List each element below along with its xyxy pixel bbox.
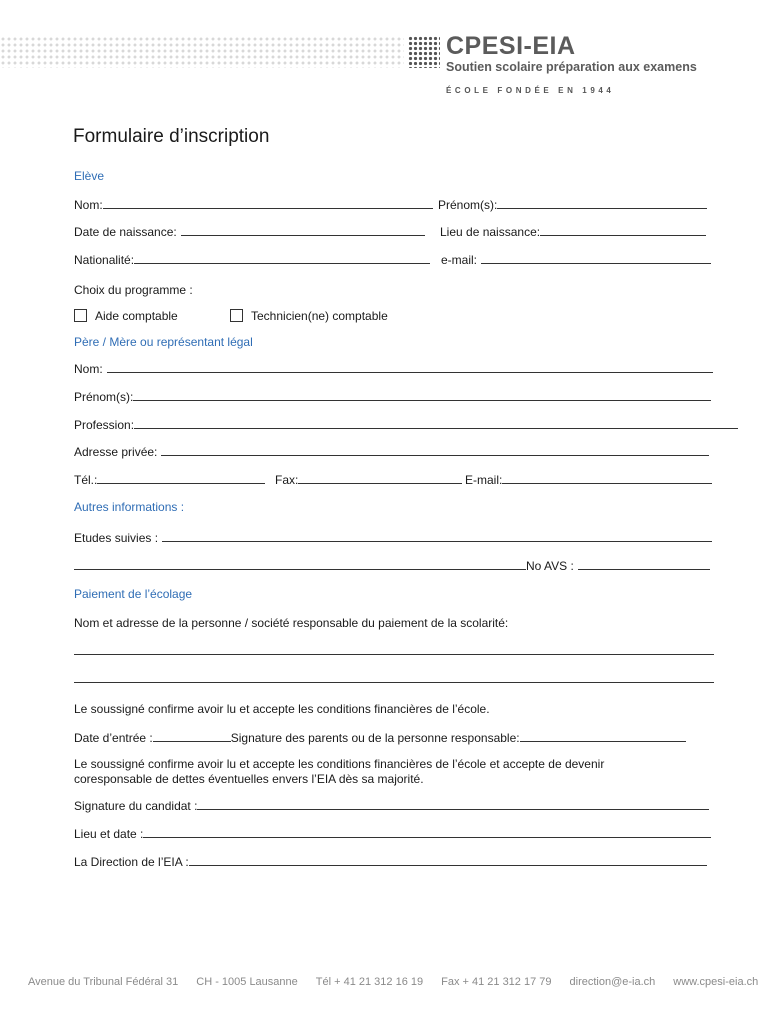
avs-field[interactable]: [578, 559, 710, 570]
program-choice-label: Choix du programme :: [74, 283, 193, 297]
student-dob-row[interactable]: [74, 225, 425, 239]
studies-continued-row[interactable]: [74, 559, 710, 573]
parent-nom-label: Nom:: [74, 362, 103, 376]
student-nationality-row[interactable]: [74, 253, 430, 267]
option-aide-comptable[interactable]: [74, 309, 178, 323]
footer-fax: Fax + 41 21 312 17 79: [441, 976, 552, 988]
student-nom-field[interactable]: [103, 198, 433, 209]
parent-fax-label: Fax:: [275, 473, 299, 487]
studies-row[interactable]: [74, 531, 712, 545]
entry-date-label: Date d’entrée :: [74, 731, 153, 745]
place-date-row[interactable]: [74, 827, 711, 841]
payer-label: Nom et adresse de la personne / société responsable du paiement de la scolarité:: [74, 616, 509, 630]
parent-email-row[interactable]: [465, 473, 712, 487]
parent-email-label: E-mail:: [465, 473, 503, 487]
student-nationality-field[interactable]: [134, 253, 430, 264]
confirm-financial-text: Le soussigné confirme avoir lu et accepte les conditions financières de l’école.: [74, 702, 490, 716]
parent-profession-label: Profession:: [74, 418, 135, 432]
footer-city: CH - 1005 Lausanne: [196, 976, 298, 988]
parent-signature-label: Signature des parents ou de la personne responsable:: [230, 731, 520, 745]
option-aide-comptable-label: Aide comptable: [95, 309, 178, 323]
confirm-coresponsible-text: Le soussigné confirme avoir lu et accepte les conditions financières de l’école et accepte de devenir coresponsable de dettes éventuelles envers l’EIA dès sa majorité.: [74, 757, 605, 786]
parent-prenom-field[interactable]: [133, 390, 711, 401]
section-other: Autres informations :: [74, 500, 185, 514]
checkbox-technicien-comptable[interactable]: [230, 309, 243, 322]
footer-email: direction@e-ia.ch: [569, 976, 656, 988]
parent-prenom-label: Prénom(s):: [74, 390, 134, 404]
place-date-field[interactable]: [143, 827, 711, 838]
parent-fax-field[interactable]: [298, 473, 462, 484]
section-student: Elève: [74, 169, 105, 183]
student-email-field[interactable]: [481, 253, 711, 264]
parent-address-row[interactable]: [74, 445, 709, 459]
logo-tagline: Soutien scolaire préparation aux examens: [446, 60, 697, 74]
checkbox-aide-comptable[interactable]: [74, 309, 87, 322]
footer-tel: Tél + 41 21 312 16 19: [315, 976, 424, 988]
student-birthplace-label: Lieu de naissance:: [440, 225, 541, 239]
student-email-row[interactable]: [441, 253, 711, 267]
parent-signature-field[interactable]: [520, 731, 686, 742]
studies-field[interactable]: [162, 531, 712, 542]
payer-field-line-1[interactable]: [74, 654, 714, 655]
footer-web: www.cpesi-eia.ch: [673, 976, 759, 988]
header-dot-pattern: [0, 36, 404, 68]
direction-row[interactable]: [74, 855, 707, 869]
student-dob-label: Date de naissance:: [74, 225, 177, 239]
parent-profession-row[interactable]: [74, 418, 738, 432]
footer-address: Avenue du Tribunal Fédéral 31: [28, 976, 179, 988]
section-parent: Père / Mère ou représentant légal: [74, 335, 253, 349]
entry-date-field[interactable]: [153, 731, 231, 742]
parent-prenom-row[interactable]: [74, 390, 711, 404]
student-birthplace-row[interactable]: [440, 225, 706, 239]
direction-label: La Direction de l’EIA :: [74, 855, 189, 869]
entry-signature-row[interactable]: [74, 731, 686, 745]
student-prenom-label: Prénom(s):: [438, 198, 498, 212]
payer-field-line-2[interactable]: [74, 682, 714, 683]
student-prenom-row[interactable]: [438, 198, 707, 212]
student-nom-label: Nom:: [74, 198, 103, 212]
parent-email-field[interactable]: [502, 473, 712, 484]
studies-continued-field[interactable]: [74, 559, 526, 570]
section-payment: Paiement de l’écolage: [74, 587, 193, 601]
parent-fax-row[interactable]: [275, 473, 462, 487]
student-email-label: e-mail:: [441, 253, 478, 267]
logo-brand: CPESI-EIA: [446, 32, 576, 60]
place-date-label: Lieu et date :: [74, 827, 144, 841]
avs-label: No AVS :: [526, 559, 574, 573]
candidate-signature-row[interactable]: [74, 799, 709, 813]
student-prenom-field[interactable]: [497, 198, 707, 209]
student-nationality-label: Nationalité:: [74, 253, 135, 267]
candidate-signature-field[interactable]: [197, 799, 709, 810]
parent-tel-row[interactable]: [74, 473, 265, 487]
student-birthplace-field[interactable]: [540, 225, 706, 236]
direction-field[interactable]: [189, 855, 707, 866]
logo-founded: ÉCOLE FONDÉE EN 1944: [446, 86, 615, 95]
student-dob-field[interactable]: [181, 225, 425, 236]
parent-profession-field[interactable]: [134, 418, 738, 429]
parent-tel-label: Tél.:: [74, 473, 98, 487]
parent-nom-row[interactable]: [74, 362, 713, 376]
logo-grid-icon: [408, 36, 440, 68]
parent-tel-field[interactable]: [97, 473, 265, 484]
parent-address-field[interactable]: [161, 445, 709, 456]
option-technicien-comptable-label: Technicien(ne) comptable: [251, 309, 388, 323]
parent-address-label: Adresse privée:: [74, 445, 158, 459]
candidate-signature-label: Signature du candidat :: [74, 799, 198, 813]
parent-nom-field[interactable]: [107, 362, 713, 373]
option-technicien-comptable[interactable]: [230, 309, 388, 323]
studies-label: Etudes suivies :: [74, 531, 159, 545]
page-title: Formulaire d’inscription: [73, 126, 270, 147]
footer: [28, 976, 770, 988]
student-nom-row[interactable]: [74, 198, 433, 212]
